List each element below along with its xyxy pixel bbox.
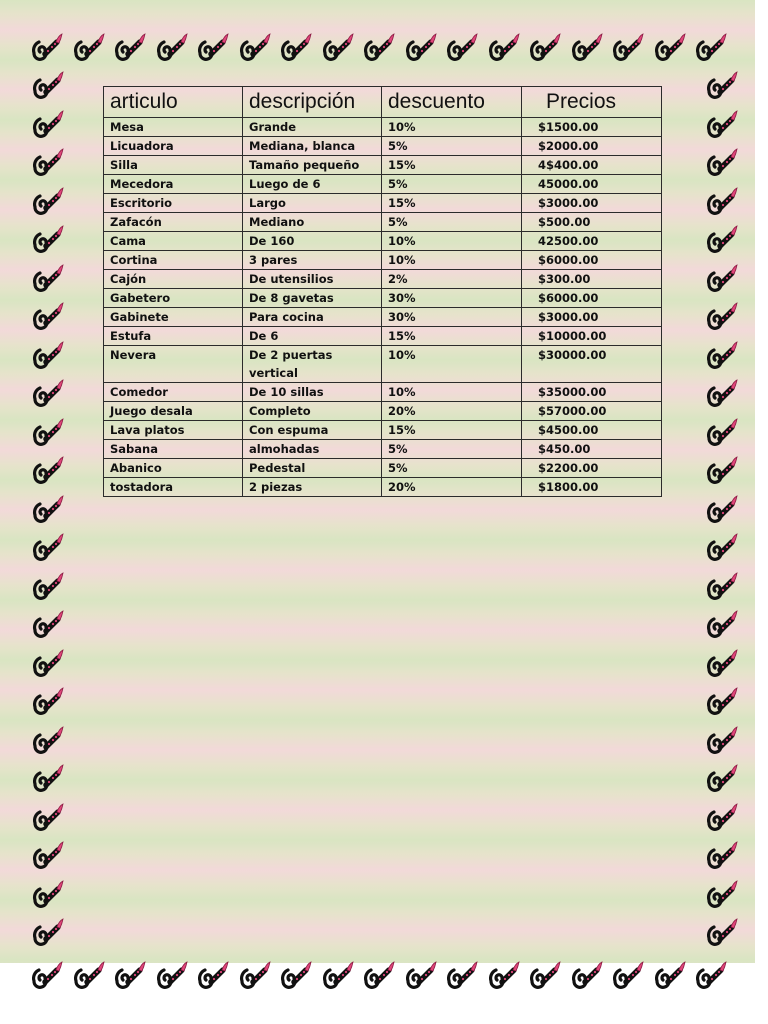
- swirl-candle-icon: [325, 34, 353, 59]
- swirl-candle-icon: [35, 111, 63, 136]
- table-header-row: [104, 87, 662, 118]
- swirl-candle-icon: [35, 496, 63, 521]
- cell-descripcion-line: De 160: [249, 234, 295, 248]
- table-row: [104, 346, 662, 383]
- cell-descripcion-line: Luego de 6: [249, 177, 321, 191]
- swirl-candle-icon: [709, 419, 737, 444]
- swirl-candle-icon: [117, 962, 145, 987]
- cell-articulo: Lava platos: [104, 421, 243, 440]
- swirl-candle-icon: [34, 34, 62, 59]
- cell-descripcion: [243, 175, 382, 194]
- table-row: [104, 383, 662, 402]
- swirl-candle-icon: [283, 34, 311, 59]
- swirl-candle-icon: [574, 34, 602, 59]
- swirl-candle-icon: [35, 72, 63, 97]
- table-row: [104, 251, 662, 270]
- cell-precio: $3000.00: [522, 194, 662, 213]
- cell-descripcion-line: Mediano: [249, 215, 305, 229]
- cell-descripcion-line: Mediana, blanca: [249, 139, 356, 153]
- swirl-candle-icon: [449, 34, 477, 59]
- cell-articulo: Cortina: [104, 251, 243, 270]
- cell-precio: $4500.00: [522, 421, 662, 440]
- table-row: [104, 459, 662, 478]
- table-row: [104, 327, 662, 346]
- cell-descripcion-line: De utensilios: [249, 272, 334, 286]
- cell-descripcion: [243, 137, 382, 156]
- cell-descripcion: [243, 346, 382, 383]
- cell-descripcion: [243, 402, 382, 421]
- swirl-candle-icon: [709, 72, 737, 97]
- swirl-candle-icon: [709, 111, 737, 136]
- cell-descuento: 5%: [382, 213, 522, 232]
- cell-descuento: 15%: [382, 194, 522, 213]
- cell-descuento: 15%: [382, 421, 522, 440]
- cell-descuento: 2%: [382, 270, 522, 289]
- cell-descripcion: [243, 478, 382, 497]
- swirl-candle-icon: [35, 265, 63, 290]
- table-row: [104, 137, 662, 156]
- swirl-candle-icon: [35, 842, 63, 867]
- cell-descuento: 20%: [382, 478, 522, 497]
- cell-descuento: 15%: [382, 156, 522, 175]
- cell-articulo: Sabana: [104, 440, 243, 459]
- table-row: [104, 232, 662, 251]
- cell-descuento: 5%: [382, 459, 522, 478]
- table-row: [104, 118, 662, 137]
- cell-precio: $30000.00: [522, 346, 662, 383]
- swirl-candle-icon: [709, 226, 737, 251]
- swirl-candle-icon: [35, 188, 63, 213]
- swirl-candle-icon: [35, 688, 63, 713]
- swirl-candle-icon: [491, 34, 519, 59]
- swirl-candle-icon: [532, 34, 560, 59]
- swirl-candle-icon: [159, 34, 187, 59]
- cell-precio: 42500.00: [522, 232, 662, 251]
- cell-descripcion: [243, 251, 382, 270]
- swirl-candle-icon: [35, 342, 63, 367]
- swirl-candle-icon: [709, 573, 737, 598]
- cell-descripcion: [243, 327, 382, 346]
- swirl-candle-icon: [34, 962, 62, 987]
- table-row: [104, 270, 662, 289]
- swirl-candle-icon: [325, 962, 353, 987]
- swirl-candle-icon: [615, 34, 643, 59]
- cell-descripcion: [243, 194, 382, 213]
- cell-articulo: Mesa: [104, 118, 243, 137]
- swirl-candle-icon: [698, 34, 726, 59]
- swirl-candle-icon: [35, 573, 63, 598]
- swirl-candle-icon: [35, 226, 63, 251]
- cell-articulo: Cama: [104, 232, 243, 251]
- cell-precio: $3000.00: [522, 308, 662, 327]
- swirl-candle-icon: [615, 962, 643, 987]
- swirl-candle-icon: [657, 34, 685, 59]
- cell-articulo: tostadora: [104, 478, 243, 497]
- table-row: [104, 402, 662, 421]
- swirl-candle-icon: [200, 34, 228, 59]
- swirl-candle-icon: [709, 380, 737, 405]
- swirl-candle-icon: [532, 962, 560, 987]
- swirl-candle-icon: [709, 688, 737, 713]
- cell-descripcion-line: Para cocina: [249, 310, 324, 324]
- cell-precio: $6000.00: [522, 289, 662, 308]
- swirl-candle-icon: [709, 765, 737, 790]
- price-table: [103, 86, 662, 497]
- swirl-candle-icon: [35, 650, 63, 675]
- swirl-candle-icon: [709, 303, 737, 328]
- swirl-candle-icon: [35, 149, 63, 174]
- table-row: [104, 175, 662, 194]
- swirl-candle-icon: [366, 34, 394, 59]
- cell-descripcion: [243, 289, 382, 308]
- swirl-candle-icon: [657, 962, 685, 987]
- cell-descripcion: [243, 308, 382, 327]
- swirl-candle-icon: [449, 962, 477, 987]
- cell-descripcion: [243, 459, 382, 478]
- swirl-candle-icon: [709, 496, 737, 521]
- cell-precio: $10000.00: [522, 327, 662, 346]
- swirl-candle-icon: [242, 962, 270, 987]
- cell-descripcion: [243, 440, 382, 459]
- cell-precio: $1800.00: [522, 478, 662, 497]
- table-row: [104, 194, 662, 213]
- swirl-candle-icon: [283, 962, 311, 987]
- cell-descuento: 5%: [382, 175, 522, 194]
- cell-precio: $1500.00: [522, 118, 662, 137]
- cell-descripcion: [243, 421, 382, 440]
- header-descuento: descuento: [382, 87, 522, 118]
- swirl-candle-icon: [117, 34, 145, 59]
- header-articulo: articulo: [104, 87, 243, 118]
- cell-descuento: 5%: [382, 137, 522, 156]
- swirl-candle-icon: [242, 34, 270, 59]
- table-row: [104, 478, 662, 497]
- cell-descripcion-line: Pedestal: [249, 461, 306, 475]
- table-body: [104, 118, 662, 497]
- swirl-candle-icon: [709, 611, 737, 636]
- swirl-candle-icon: [159, 962, 187, 987]
- cell-articulo: Mecedora: [104, 175, 243, 194]
- cell-descripcion-line: Con espuma: [249, 423, 329, 437]
- cell-precio: $35000.00: [522, 383, 662, 402]
- cell-articulo: Gabinete: [104, 308, 243, 327]
- swirl-candle-icon: [574, 962, 602, 987]
- cell-descripcion-line: almohadas: [249, 442, 320, 456]
- cell-descuento: 20%: [382, 402, 522, 421]
- cell-descuento: 5%: [382, 440, 522, 459]
- swirl-candle-icon: [35, 765, 63, 790]
- cell-articulo: Nevera: [104, 346, 243, 383]
- cell-descuento: 30%: [382, 308, 522, 327]
- cell-precio: $2200.00: [522, 459, 662, 478]
- cell-descuento: 10%: [382, 232, 522, 251]
- cell-descuento: 15%: [382, 327, 522, 346]
- cell-descuento: 10%: [382, 383, 522, 402]
- cell-precio: $57000.00: [522, 402, 662, 421]
- swirl-candle-icon: [35, 419, 63, 444]
- cell-precio: $500.00: [522, 213, 662, 232]
- cell-articulo: Gabetero: [104, 289, 243, 308]
- cell-descripcion-line: 2 piezas: [249, 480, 303, 494]
- cell-articulo: Zafacón: [104, 213, 243, 232]
- cell-descuento: 10%: [382, 118, 522, 137]
- swirl-candle-icon: [709, 727, 737, 752]
- swirl-candle-icon: [35, 727, 63, 752]
- cell-descripcion-line: De 6: [249, 329, 279, 343]
- table-row: [104, 421, 662, 440]
- cell-descripcion-line: Tamaño pequeño: [249, 158, 360, 172]
- cell-descripcion: [243, 232, 382, 251]
- swirl-candle-icon: [709, 342, 737, 367]
- cell-precio: 4$400.00: [522, 156, 662, 175]
- swirl-candle-icon: [709, 457, 737, 482]
- swirl-candle-icon: [35, 534, 63, 559]
- cell-precio: 45000.00: [522, 175, 662, 194]
- cell-descripcion: [243, 213, 382, 232]
- swirl-candle-icon: [408, 34, 436, 59]
- swirl-candle-icon: [491, 962, 519, 987]
- header-descripcion: descripción: [243, 87, 382, 118]
- table-row: [104, 156, 662, 175]
- swirl-candle-icon: [709, 650, 737, 675]
- cell-articulo: Abanico: [104, 459, 243, 478]
- cell-descripcion: [243, 156, 382, 175]
- table-row: [104, 213, 662, 232]
- swirl-candle-icon: [35, 380, 63, 405]
- swirl-candle-icon: [35, 804, 63, 829]
- swirl-candle-icon: [408, 962, 436, 987]
- table-row: [104, 308, 662, 327]
- cell-articulo: Juego desala: [104, 402, 243, 421]
- swirl-candle-icon: [200, 962, 228, 987]
- swirl-candle-icon: [709, 188, 737, 213]
- cell-precio: $6000.00: [522, 251, 662, 270]
- swirl-candle-icon: [35, 303, 63, 328]
- cell-descripcion-line: Completo: [249, 404, 311, 418]
- swirl-candle-icon: [76, 962, 104, 987]
- cell-descripcion-line: 3 pares: [249, 253, 298, 267]
- swirl-candle-icon: [709, 842, 737, 867]
- cell-descripcion: [243, 383, 382, 402]
- cell-articulo: Cajón: [104, 270, 243, 289]
- cell-descripcion-line: De 10 sillas: [249, 385, 324, 399]
- cell-descripcion-line: vertical: [249, 366, 298, 380]
- cell-descuento: 30%: [382, 289, 522, 308]
- cell-precio: $2000.00: [522, 137, 662, 156]
- swirl-candle-icon: [366, 962, 394, 987]
- swirl-candle-icon: [698, 962, 726, 987]
- swirl-candle-icon: [76, 34, 104, 59]
- cell-descuento: 10%: [382, 346, 522, 383]
- cell-articulo: Escritorio: [104, 194, 243, 213]
- swirl-candle-icon: [35, 919, 63, 944]
- swirl-candle-icon: [709, 804, 737, 829]
- header-precios: Precios: [522, 87, 662, 118]
- cell-precio: $300.00: [522, 270, 662, 289]
- cell-articulo: Comedor: [104, 383, 243, 402]
- table-row: [104, 289, 662, 308]
- swirl-candle-icon: [709, 265, 737, 290]
- cell-descripcion-line: De 8 gavetas: [249, 291, 334, 305]
- swirl-candle-icon: [709, 534, 737, 559]
- swirl-candle-icon: [35, 457, 63, 482]
- cell-descuento: 10%: [382, 251, 522, 270]
- swirl-candle-icon: [709, 919, 737, 944]
- swirl-candle-icon: [35, 881, 63, 906]
- table-row: [104, 440, 662, 459]
- cell-precio: $450.00: [522, 440, 662, 459]
- cell-descripcion: [243, 118, 382, 137]
- cell-descripcion-line: De 2 puertas: [249, 348, 333, 362]
- cell-descripcion-line: Grande: [249, 120, 297, 134]
- swirl-candle-icon: [35, 611, 63, 636]
- cell-descripcion-line: Largo: [249, 196, 286, 210]
- swirl-candle-icon: [709, 149, 737, 174]
- cell-articulo: Licuadora: [104, 137, 243, 156]
- cell-articulo: Estufa: [104, 327, 243, 346]
- cell-articulo: Silla: [104, 156, 243, 175]
- cell-descripcion: [243, 270, 382, 289]
- swirl-candle-icon: [709, 881, 737, 906]
